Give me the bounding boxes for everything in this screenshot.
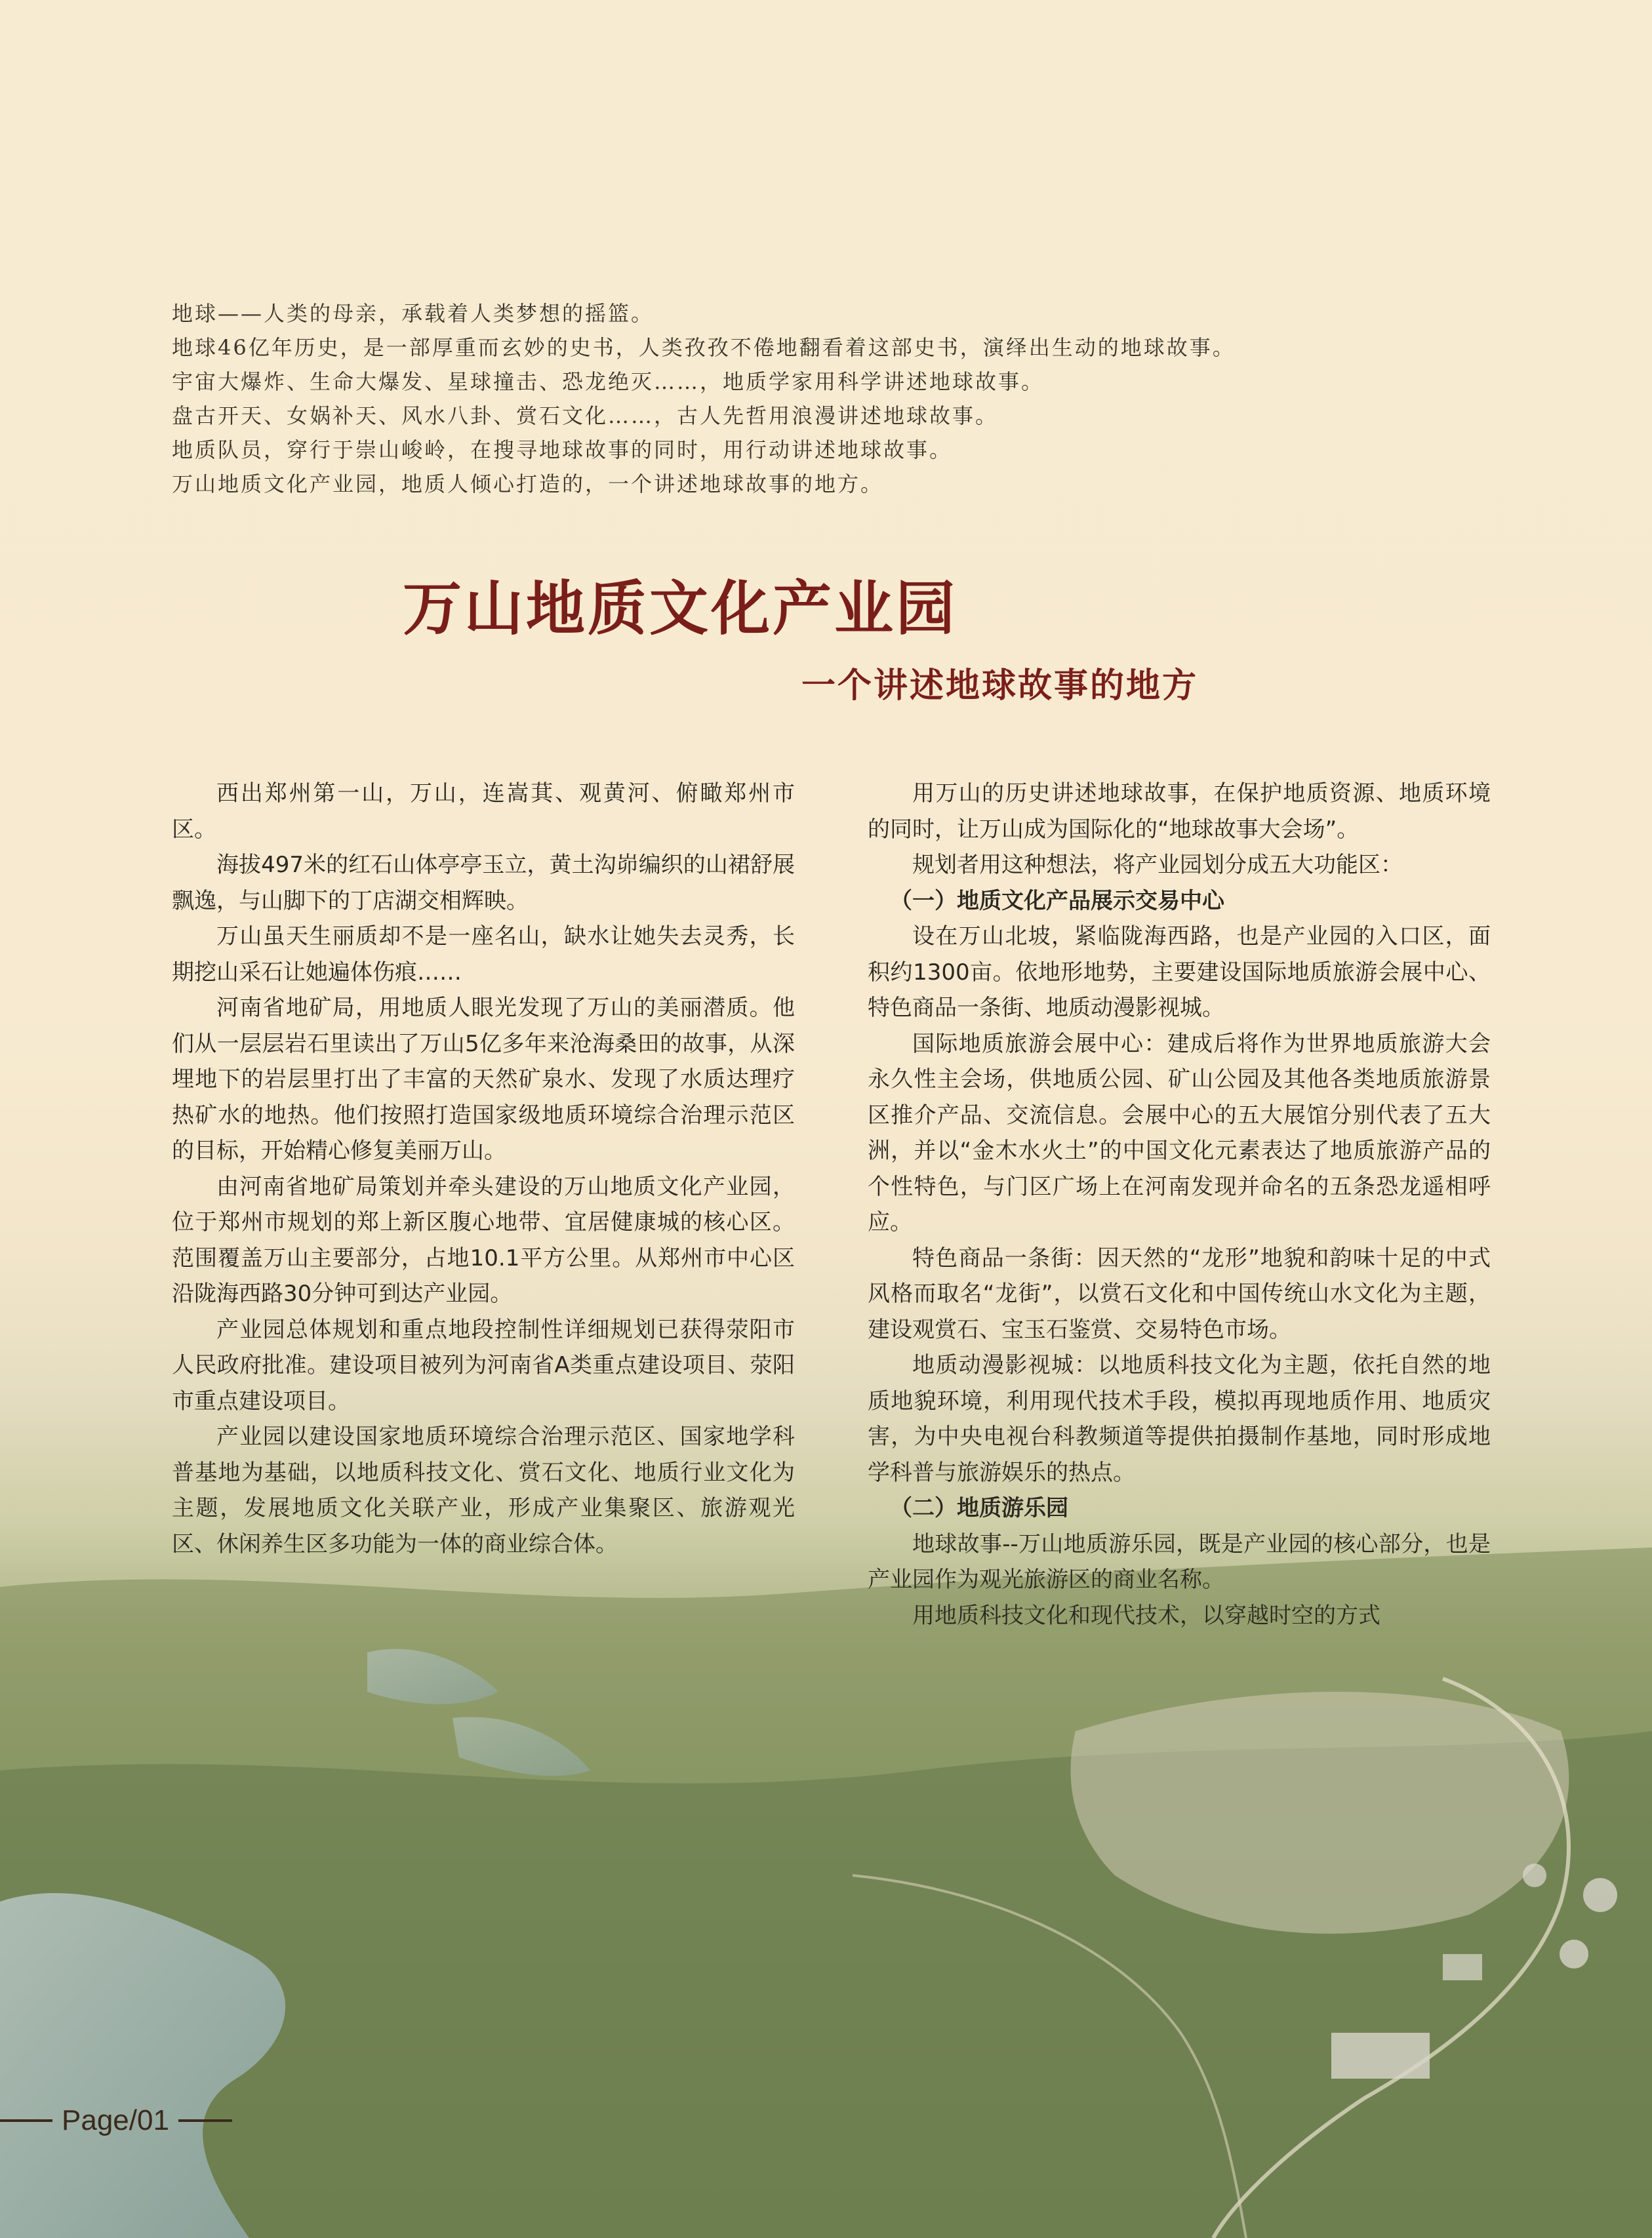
body-paragraph: 用地质科技文化和现代技术，以穿越时空的方式	[912, 1602, 1380, 1629]
intro-line: 地球46亿年历史，是一部厚重而玄妙的史书，人类孜孜不倦地翻看着这部史书，演绎出生动的地球故事。	[172, 335, 1236, 360]
body-paragraph: 国际地质旅游会展中心：建成后将作为世界地质旅游大会永久性主会场，供地质公园、矿山公园及其他各类地质旅游景区推介产品、交流信息。会展中心的五大展馆分别代表了五大洲，并以“金木水火土”的中国文化元素表达了地质旅游产品的个性特色，与门区广场上在河南发现并命名的五条恐龙遥相呼应。	[868, 1030, 1491, 1235]
intro-poem	[172, 296, 1418, 501]
body-paragraph: 产业园以建设国家地质环境综合治理示范区、国家地学科普基地为基础，以地质科技文化、赏石文化、地质行业文化为主题，发展地质文化关联产业，形成产业集聚区、旅游观光区、休闲养生区多功能为一体的商业综合体。	[172, 1424, 795, 1557]
body-paragraph: 用万山的历史讲述地球故事，在保护地质资源、地质环境的同时，让万山成为国际化的“地球故事大会场”。	[868, 780, 1491, 843]
body-paragraph: 地质动漫影视城：以地质科技文化为主题，依托自然的地质地貌环境，利用现代技术手段，模拟再现地质作用、地质灾害，为中央电视台科教频道等提供拍摄制作基地，同时形成地学科普与旅游娱乐的热点。	[868, 1352, 1491, 1486]
body-paragraph: 特色商品一条街：因天然的“龙形”地貌和韵味十足的中式风格而取名“龙街”，以赏石文化和中国传统山水文化为主题，建设观赏石、宝玉石鉴赏、交易特色市场。	[868, 1245, 1491, 1343]
page-number: Page/01	[62, 2104, 169, 2136]
intro-line: 宇宙大爆炸、生命大爆发、星球撞击、恐龙绝灭……，地质学家用科学讲述地球故事。	[172, 369, 1045, 394]
body-paragraph: 地球故事--万山地质游乐园，既是产业园的核心部分，也是产业园作为观光旅游区的商业名称。	[868, 1530, 1491, 1593]
body-paragraph: 万山虽天生丽质却不是一座名山，缺水让她失去灵秀，长期挖山采石让她遍体伤痕……	[172, 923, 795, 986]
body-paragraph: 由河南省地矿局策划并牵头建设的万山地质文化产业园，位于郑州市规划的郑上新区腹心地带、宜居健康城的核心区。范围覆盖万山主要部分，占地10.1平方公里。从郑州市中心区沿陇海西路30分钟可到达产业园。	[172, 1173, 795, 1307]
body-paragraph: 规划者用这种想法，将产业园划分成五大功能区：	[912, 852, 1403, 878]
body-paragraph: 西出郑州第一山，万山，连嵩萁、观黄河、俯瞰郑州市区。	[172, 780, 795, 843]
footer-rule	[0, 2119, 52, 2122]
body-paragraph: 海拔497米的红石山体亭亭玉立，黄土沟峁编织的山裙舒展飘逸，与山脚下的丁店湖交相辉映。	[172, 852, 795, 914]
body-paragraph: 产业园总体规划和重点地段控制性详细规划已获得荥阳市人民政府批准。建设项目被列为河南省A类重点建设项目、荥阳市重点建设项目。	[172, 1316, 795, 1414]
page-subtitle: 一个讲述地球故事的地方	[801, 666, 1199, 706]
intro-line: 盘古开天、女娲补天、风水八卦、赏石文化……，古人先哲用浪漫讲述地球故事。	[172, 403, 999, 428]
intro-line: 地球——人类的母亲，承载着人类梦想的摇篮。	[172, 301, 655, 326]
right-column	[868, 776, 1491, 1633]
left-column	[172, 776, 795, 1562]
body-paragraph: 河南省地矿局，用地质人眼光发现了万山的美丽潜质。他们从一层层岩石里读出了万山5亿多年来沧海桑田的故事，从深埋地下的岩层里打出了丰富的天然矿泉水、发现了水质达理疗热矿水的地热。他们按照打造国家级地质环境综合治理示范区的目标，开始精心修复美丽万山。	[172, 995, 795, 1164]
section-heading: （一）地质文化产品展示交易中心	[890, 887, 1224, 914]
page-footer	[0, 2104, 232, 2137]
page-title: 万山地质文化产业园	[403, 574, 957, 643]
intro-line: 万山地质文化产业园，地质人倾心打造的，一个讲述地球故事的地方。	[172, 471, 884, 496]
body-paragraph: 设在万山北坡，紧临陇海西路，也是产业园的入口区，面积约1300亩。依地形地势，主要建设国际地质旅游会展中心、特色商品一条街、地质动漫影视城。	[868, 923, 1491, 1021]
intro-line: 地质队员，穿行于崇山峻岭，在搜寻地球故事的同时，用行动讲述地球故事。	[172, 437, 953, 462]
section-heading: （二）地质游乐园	[890, 1495, 1068, 1521]
footer-rule	[178, 2119, 232, 2122]
